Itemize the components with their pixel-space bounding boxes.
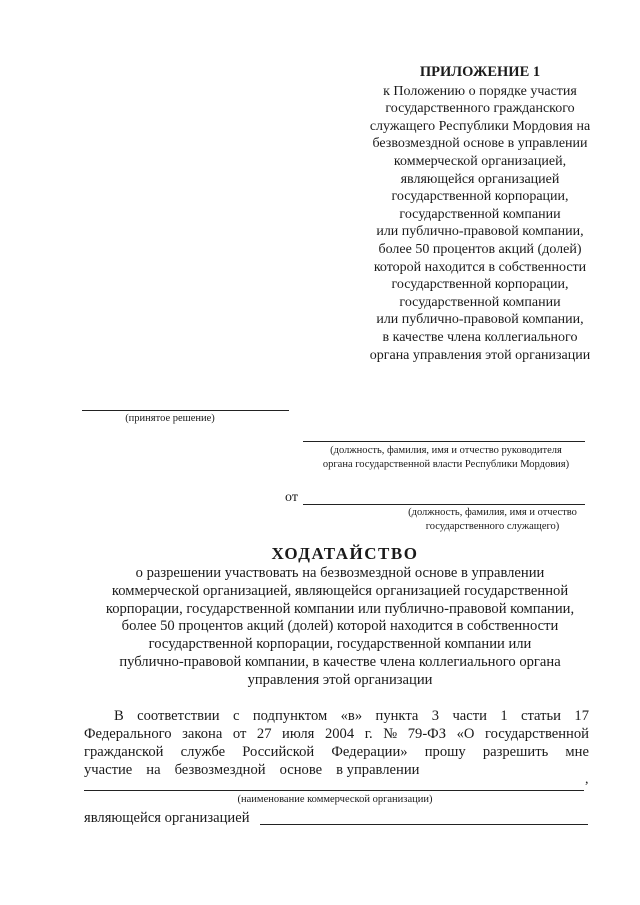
petition-subtitle <box>72 565 608 690</box>
body-word: мне <box>565 744 589 760</box>
addressee-caption <box>290 444 602 472</box>
appendix-line: органа управления этой организации <box>369 347 591 363</box>
appendix-line: коммерческой организацией, <box>393 153 567 169</box>
body-word: пункта <box>375 708 419 724</box>
body-word: 1 <box>500 708 508 724</box>
body-word: «О <box>456 726 475 742</box>
body-word: 79-ФЗ <box>407 726 447 742</box>
petition-title: ХОДАТАЙСТВО <box>271 544 419 563</box>
sender-caption-line: государственного служащего) <box>425 521 560 532</box>
addressee-blank-line[interactable] <box>303 441 585 442</box>
addressee-caption-line: (должность, фамилия, имя и отчество руководителя <box>330 445 562 456</box>
appendix-line: к Положению о порядке участия <box>383 83 577 99</box>
body-word: службе <box>180 744 226 760</box>
petition-subtitle-line: коммерческой организацией, являющейся организацией государственной <box>111 582 569 599</box>
body-word: г. <box>364 726 373 742</box>
appendix-header <box>330 64 630 364</box>
body-word: основе <box>279 762 323 778</box>
body-word: на <box>146 762 161 778</box>
body-word: статьи <box>521 708 561 724</box>
sender-blank-line[interactable] <box>303 504 585 505</box>
petition-subtitle-line: о разрешении участвовать на безвозмездной основе в управлении <box>135 565 545 581</box>
petition-subtitle-line: публично-правовой компании, в качестве члена коллегиального органа <box>119 653 561 670</box>
body-word: Российской <box>242 744 315 760</box>
appendix-line: государственной компании <box>399 206 561 222</box>
appendix-line: или публично-правовой компании, <box>376 224 584 240</box>
org-name-blank-line[interactable] <box>84 790 584 791</box>
body-word: 27 <box>256 726 272 742</box>
appendix-line: в качестве члена коллегиального <box>382 329 578 345</box>
body-word: Федерального <box>84 726 172 742</box>
body-line <box>84 707 589 725</box>
petition-body <box>84 707 589 779</box>
appendix-line: служащего Республики Мордовия на <box>369 118 591 134</box>
body-word: соответствии <box>137 708 220 724</box>
body-word: 3 <box>431 708 440 724</box>
tail-blank-line[interactable] <box>260 824 588 825</box>
body-word: государственной <box>484 726 589 742</box>
appendix-line: государственной корпорации, <box>391 189 569 205</box>
appendix-line: государственной компании <box>399 294 561 310</box>
body-word: 2004 <box>324 726 355 742</box>
petition-subtitle-line: управления этой организации <box>247 671 433 688</box>
body-word: подпунктом <box>252 708 328 724</box>
decision-caption: (принятое решение) <box>125 413 215 424</box>
from-label: от <box>285 490 298 505</box>
body-word: № <box>383 726 398 742</box>
tail-row <box>84 810 250 827</box>
body-word: в управлении <box>336 762 420 778</box>
body-word: закона <box>182 726 223 742</box>
appendix-line: более 50 процентов акций (долей) <box>378 241 582 257</box>
body-word: с <box>232 708 240 724</box>
appendix-line: которой находится в собственности <box>373 259 587 275</box>
body-word: участие <box>84 762 133 778</box>
body-word: гражданской <box>84 744 164 760</box>
body-line <box>84 725 589 743</box>
tail-label: являющейся организацией <box>84 810 250 826</box>
body-line <box>84 743 589 761</box>
addressee-caption-line: органа государственной власти Республики Мордовия) <box>322 459 570 470</box>
line-end-comma: , <box>585 772 589 787</box>
petition-subtitle-line: государственной корпорации, государственной компании или <box>148 636 532 653</box>
org-name-caption: (наименование коммерческой организации) <box>237 794 433 805</box>
appendix-line: или публично-правовой компании, <box>376 312 584 328</box>
petition-subtitle-line: корпорации, государственной компании или публично-правовой компании, <box>105 600 575 617</box>
body-word: разрешить <box>482 744 549 760</box>
body-word: безвозмездной <box>174 762 266 778</box>
sender-caption-line: (должность, фамилия, имя и отчество <box>408 507 577 518</box>
decision-blank-line[interactable] <box>82 410 289 411</box>
body-word: части <box>452 708 487 724</box>
petition-subtitle-line: более 50 процентов акций (долей) которой находится в собственности <box>121 618 559 635</box>
appendix-line: государственной корпорации, <box>391 277 569 293</box>
body-word: 17 <box>574 708 589 724</box>
body-word: прошу <box>424 744 466 760</box>
appendix-line: государственного гражданского <box>385 101 575 117</box>
body-word: В <box>114 708 124 724</box>
body-word: «в» <box>340 708 363 724</box>
body-word: от <box>232 726 247 742</box>
body-word: Федерации» <box>331 744 408 760</box>
body-line <box>84 761 589 779</box>
appendix-line: безвозмездной основе в управлении <box>372 136 588 152</box>
appendix-line: являющейся организацией <box>400 171 560 187</box>
body-word: июля <box>282 726 315 742</box>
appendix-title: ПРИЛОЖЕНИЕ 1 <box>419 64 541 80</box>
sender-caption <box>390 506 595 534</box>
